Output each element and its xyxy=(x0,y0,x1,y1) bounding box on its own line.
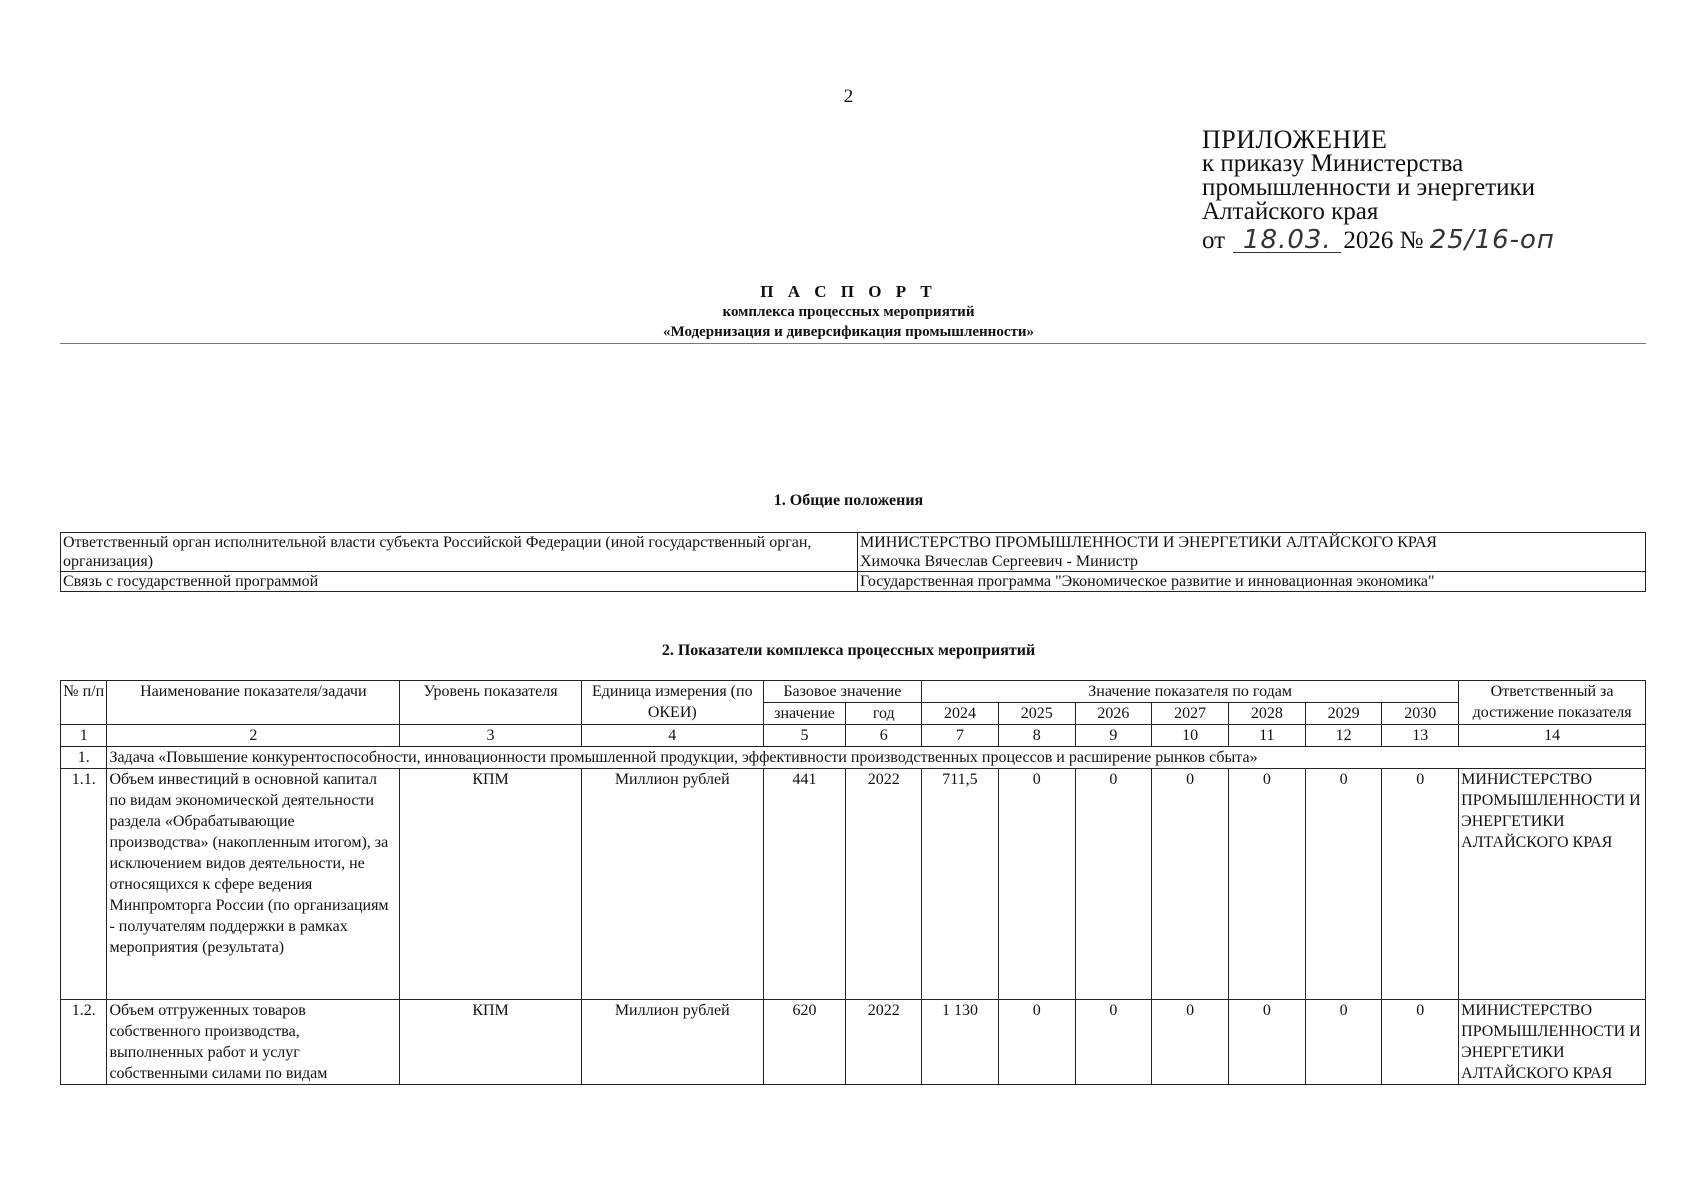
task-row xyxy=(61,747,1646,769)
col-num-12: 12 xyxy=(1305,725,1382,747)
base-year: 2022 xyxy=(846,769,922,1000)
indicator-level: КПМ xyxy=(400,769,582,1000)
order-date-field xyxy=(1233,225,1341,255)
header-year-2028: 2028 xyxy=(1228,703,1305,725)
col-num-8: 8 xyxy=(998,725,1075,747)
header-year-2030: 2030 xyxy=(1382,703,1459,725)
col-num-11: 11 xyxy=(1228,725,1305,747)
responsible-body-value xyxy=(858,533,1646,572)
header-year-2024: 2024 xyxy=(922,703,999,725)
passport-header xyxy=(0,282,1697,342)
col-num-3: 3 xyxy=(400,725,582,747)
task-text: Задача «Повышение конкурентоспособности, инновационности промышленной продукции, эффективности производственных процессов и расширение рынков сбыта» xyxy=(107,747,1646,769)
col-num-5: 5 xyxy=(763,725,846,747)
value-2028: 0 xyxy=(1228,1000,1305,1085)
col-num-1: 1 xyxy=(61,725,107,747)
value-2025: 0 xyxy=(998,1000,1075,1085)
appendix-line-1: к приказу Министерства xyxy=(1202,150,1464,177)
row-num: 1.2. xyxy=(61,1000,107,1085)
header-base-value: значение xyxy=(763,703,846,725)
handwritten-order-number: 25/16-оп xyxy=(1429,225,1555,255)
header-year-2027: 2027 xyxy=(1152,703,1229,725)
col-num-4: 4 xyxy=(581,725,763,747)
table-row xyxy=(61,533,1646,572)
passport-subtitle: комплекса процессных мероприятий xyxy=(722,304,975,320)
value-2030: 0 xyxy=(1382,1000,1459,1085)
indicator-level: КПМ xyxy=(400,1000,582,1085)
col-num-10: 10 xyxy=(1152,725,1229,747)
passport-title: П А С П О Р Т xyxy=(760,282,937,301)
value-2029: 0 xyxy=(1305,769,1382,1000)
value-2028: 0 xyxy=(1228,769,1305,1000)
header-base-year: год xyxy=(846,703,922,725)
header-by-years: Значение показателя по годам xyxy=(922,681,1459,703)
section-2-title: 2. Показатели комплекса процессных мероприятий xyxy=(661,642,1036,659)
value-2024: 1 130 xyxy=(922,1000,999,1085)
value-2026: 0 xyxy=(1075,1000,1152,1085)
responsible-body-label: Ответственный орган исполнительной власти субъекта Российской Федерации (иной государственный орган, организация) xyxy=(61,533,858,572)
order-year: 2026 xyxy=(1343,227,1394,254)
col-num-13: 13 xyxy=(1382,725,1459,747)
table-row xyxy=(61,769,1646,1000)
value-2026: 0 xyxy=(1075,769,1152,1000)
passport-name: «Модернизация и диверсификация промышленности» xyxy=(662,324,1034,340)
value-2024: 711,5 xyxy=(922,769,999,1000)
value-2030: 0 xyxy=(1382,769,1459,1000)
appendix-title: ПРИЛОЖЕНИЕ xyxy=(1202,125,1388,154)
header-name: Наименование показателя/задачи xyxy=(107,681,400,725)
indicator-name: Объем инвестиций в основной капитал по видам экономической деятельности раздела «Обрабатывающие производства» (накопленным итогом), за исключением видов деятельности, не относящихся к сфере ведения Минпромторга России (по организациям - получателям поддержки в рамках мероприятия (результата) xyxy=(107,769,400,1000)
appendix-line-3: Алтайского края xyxy=(1202,198,1379,225)
base-value: 441 xyxy=(763,769,846,1000)
value-2027: 0 xyxy=(1152,769,1229,1000)
header-year-2026: 2026 xyxy=(1075,703,1152,725)
col-num-7: 7 xyxy=(922,725,999,747)
base-value: 620 xyxy=(763,1000,846,1085)
header-responsible: Ответственный за достижение показателя xyxy=(1459,681,1646,725)
appendix-line-2: промышленности и энергетики xyxy=(1202,174,1536,201)
program-link-value: Государственная программа "Экономическое развитие и инновационная экономика" xyxy=(858,572,1646,592)
table-row xyxy=(61,572,1646,592)
page-number: 2 xyxy=(843,86,854,107)
indicator-unit: Миллион рублей xyxy=(581,769,763,1000)
col-num-6: 6 xyxy=(846,725,922,747)
base-year: 2022 xyxy=(846,1000,922,1085)
task-num: 1. xyxy=(61,747,107,769)
header-num: № п/п xyxy=(61,681,107,725)
col-num-9: 9 xyxy=(1075,725,1152,747)
header-year-2025: 2025 xyxy=(998,703,1075,725)
responsible-cell: МИНИСТЕРСТВО ПРОМЫШЛЕННОСТИ И ЭНЕРГЕТИКИ АЛТАЙСКОГО КРАЯ xyxy=(1459,1000,1646,1085)
value-2025: 0 xyxy=(998,769,1075,1000)
value-2029: 0 xyxy=(1305,1000,1382,1085)
section-1-title: 1. Общие положения xyxy=(773,492,924,509)
handwritten-date: 18.03. xyxy=(1243,225,1332,255)
responsible-cell: МИНИСТЕРСТВО ПРОМЫШЛЕННОСТИ И ЭНЕРГЕТИКИ АЛТАЙСКОГО КРАЯ xyxy=(1459,769,1646,1000)
order-date-number xyxy=(1202,225,1555,255)
appendix-block xyxy=(1202,125,1555,255)
col-num-2: 2 xyxy=(107,725,400,747)
program-link-label: Связь с государственной программой xyxy=(61,572,858,592)
header-row xyxy=(61,681,1646,703)
indicator-name: Объем отгруженных товаров собственного производства, выполненных работ и услуг собственными силами по видам xyxy=(107,1000,400,1085)
indicator-unit: Миллион рублей xyxy=(581,1000,763,1085)
header-divider xyxy=(60,343,1646,344)
header-base: Базовое значение xyxy=(763,681,922,703)
row-num: 1.1. xyxy=(61,769,107,1000)
header-year-2029: 2029 xyxy=(1305,703,1382,725)
col-num-14: 14 xyxy=(1459,725,1646,747)
indicators-table xyxy=(60,680,1646,1085)
number-sign: № xyxy=(1399,227,1424,254)
ministry-name: МИНИСТЕРСТВО ПРОМЫШЛЕННОСТИ И ЭНЕРГЕТИКИ АЛТАЙСКОГО КРАЯ xyxy=(860,534,1437,551)
value-2027: 0 xyxy=(1152,1000,1229,1085)
from-label: от xyxy=(1202,227,1226,254)
minister-name: Химочка Вячеслав Сергеевич - Министр xyxy=(860,553,1139,570)
general-provisions-table xyxy=(60,532,1646,592)
header-unit: Единица измерения (по ОКЕИ) xyxy=(581,681,763,725)
header-level: Уровень показателя xyxy=(400,681,582,725)
table-row xyxy=(61,1000,1646,1085)
column-numbers-row xyxy=(61,725,1646,747)
